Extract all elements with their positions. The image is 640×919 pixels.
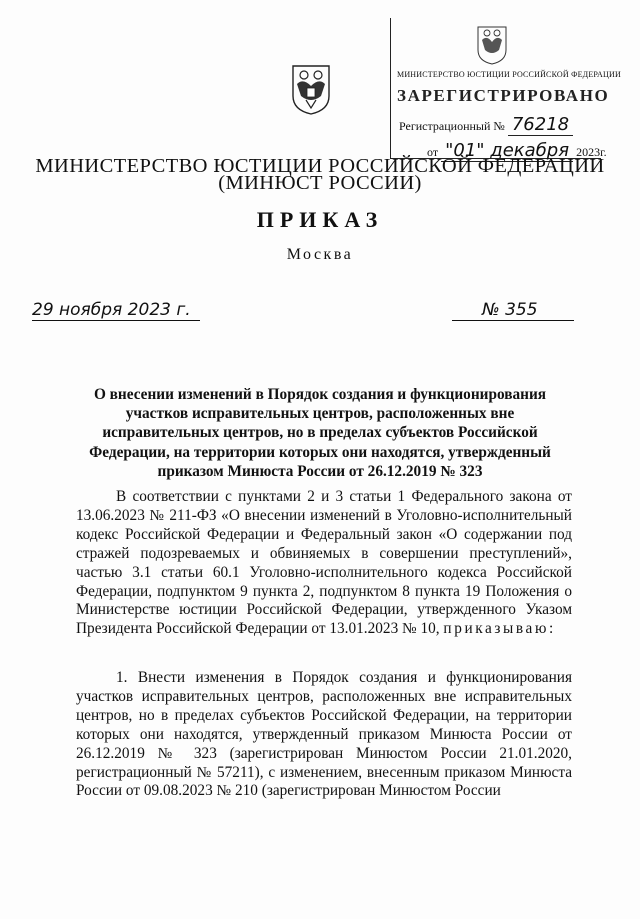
paragraph-preamble [76,488,572,639]
stamp-registration-number [399,114,573,135]
registration-stamp [390,18,621,161]
stamp-emblem-icon [475,24,509,66]
stamp-date-year: 2023г. [576,145,607,159]
order-heading: О внесении изменений в Порядок создания и функционирования участков исправительных центров, расположенных вне исправительных центров, но в пределах субъектов Российской Федерации, на территории которых они находятся, утвержденный приказом Минюста России от 26.12.2019 № 323 [89,386,551,480]
stamp-regno-value: 76218 [508,114,573,136]
order-number-value: № 355 [482,300,538,320]
order-word: приказываю: [443,620,556,638]
coat-of-arms-emblem [289,62,333,116]
ministry-short-name: (МИНЮСТ РОССИИ) [218,172,422,194]
stamp-ministry-text: МИНИСТЕРСТВО ЮСТИЦИИ РОССИЙСКОЙ ФЕДЕРАЦИИ [397,70,621,79]
city: Москва [286,246,354,263]
order-title: ПРИКАЗ [256,207,384,232]
order-number [452,300,574,321]
stamp-registered-text: ЗАРЕГИСТРИРОВАНО [397,86,610,105]
stamp-date-value: "01" декабря [441,140,573,162]
paragraph-item-1: 1. Внести изменения в Порядок создания и функционирования участков исправительных центров, расположенных вне исправительных центров, но в пределах субъектов Российской Федерации, на территории которых они находятся, утвержденный приказом Минюста России от 26.12.2019 № 323 (зарегистрирован Минюстом России 21.01.2020, регистрационный № 57211), с изменением, внесенным приказом Минюста России от 09.08.2023 № 210 (зарегистрирован Минюстом России [76,669,572,800]
preamble-text: В соответствии с пунктами 2 и 3 статьи 1 Федерального закона от 13.06.2023 № 211-ФЗ «О внесении изменений в Уголовно-исполнительный кодекс Российской Федерации и Федеральный закон «О содержании под стражей подозреваемых и обвиняемых в совершении преступлений», частью 3.1 статьи 60.1 Уголовно-исполнительного кодекса Российской Федерации, подпунктом 9 пункта 2, подпунктом 8 пункта 19 Положения о Министерстве юстиции Российской Федерации, утвержденного Указом Президента Российской Федерации от 13.01.2023 № 10, [76,488,572,638]
stamp-regno-label: Регистрационный № [399,119,505,133]
order-date: 29 ноября 2023 г. [32,300,200,321]
stamp-date-prefix: от [427,145,439,159]
ministry-name: МИНИСТЕРСТВО ЮСТИЦИИ РОССИЙСКОЙ ФЕДЕРАЦИИ [35,155,605,177]
